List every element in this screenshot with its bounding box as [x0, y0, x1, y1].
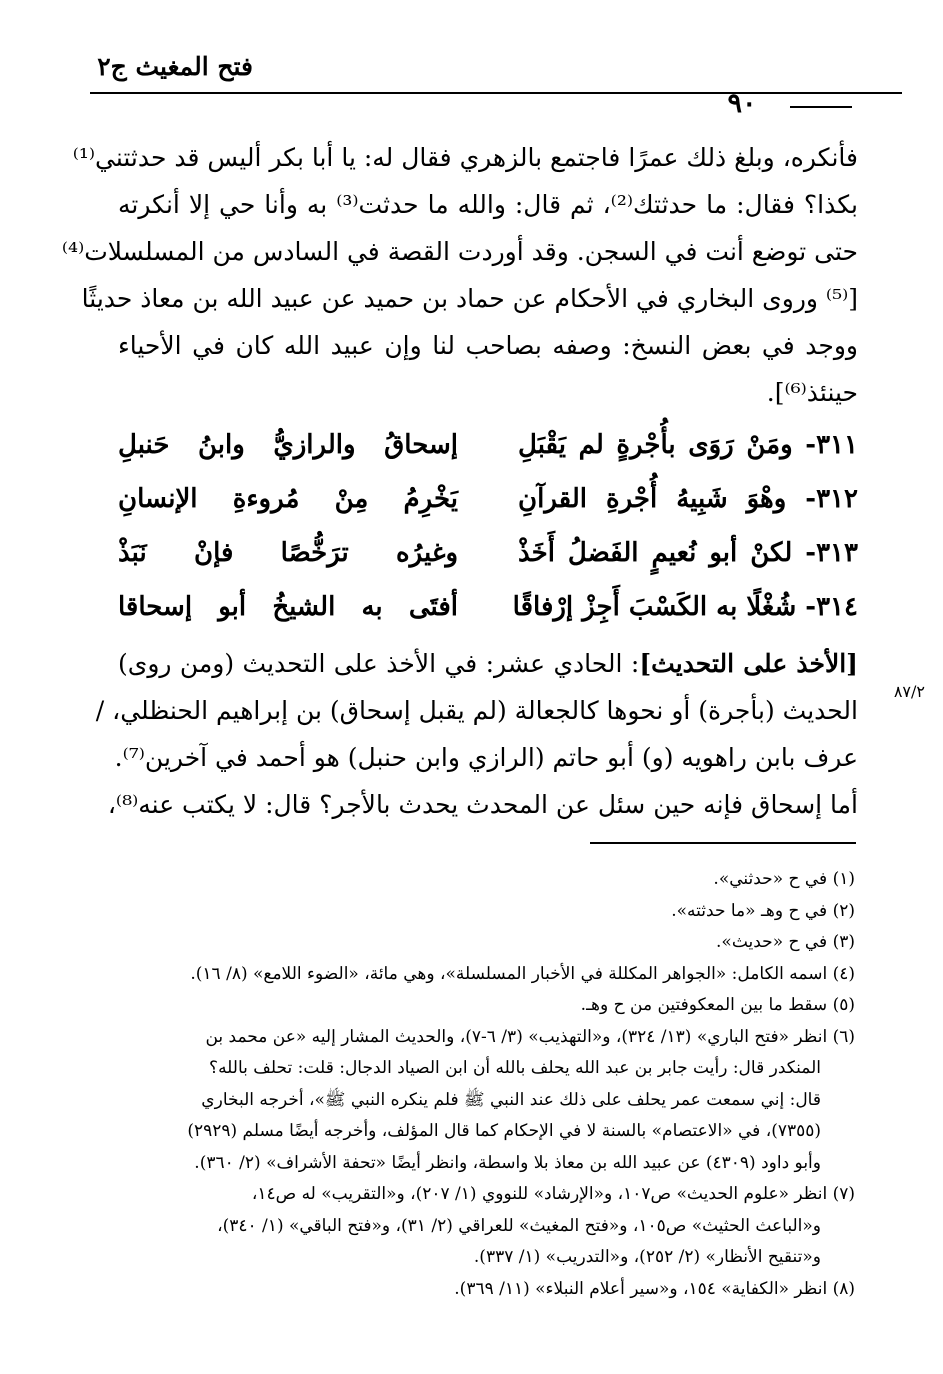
verse-first-hemistich: ٣١٢- وهْوَ شَبِيهُ أُجْرةِ القرآنِ — [518, 484, 858, 514]
footnote: (٣) في ح «حديث». — [716, 932, 855, 952]
footnote: (٧) انظر «علوم الحديث» ص١٠٧، و«الإرشاد» للنووي (١/ ٢٠٧)، و«التقريب» له ص١٤، — [251, 1184, 855, 1204]
footnote-continuation: و«تنقيح الأنظار» (٢/ ٢٥٢)، و«التدريب» (١/ ٣٣٧). — [473, 1247, 821, 1267]
footnote-continuation: المنكدر قال: رأيت جابر بن عبد الله يحلف بالله أن ابن الصياد الدجال: قلت: تحلف بالله؟ — [209, 1058, 821, 1078]
manuscript-margin-mark: ٨٧/٢ — [893, 682, 925, 701]
footnote-continuation: (٧٣٥٥)، في «الاعتصام» بالسنة لا في الإحكام كما قال المؤلف، وأخرجه أيضًا مسلم (٢٩٢٩) — [187, 1121, 821, 1141]
footnote-rule — [590, 842, 856, 844]
footnote: (١) في ح «حدثني». — [713, 869, 855, 889]
text-line: [⁽⁵⁾ وروى البخاري في الأحكام عن حماد بن حميد عن عبيد الله بن معاذ حديثًا — [81, 284, 858, 313]
verse-line — [118, 580, 858, 634]
footnote: (٥) سقط ما بين المعكوفتين من ح وهـ. — [580, 995, 855, 1015]
main-text — [61, 134, 859, 828]
verse-second-hemistich: أفتَى به الشيخُ أبو إسحاقا — [118, 592, 458, 622]
footnote: (٨) انظر «الكفاية» ١٥٤، و«سير أعلام النبلاء» (١١/ ٣٦٩). — [454, 1278, 855, 1299]
text-line: فأنكره، وبلغ ذلك عمرًا فاجتمع بالزهري فقال له: يا أبا بكر أليس قد حدثتني⁽¹⁾ — [72, 143, 858, 172]
text-line: عرف بابن راهويه (و) أبو حاتم (الرازي وابن حنبل) هو أحمد في آخرين⁽⁷⁾. — [114, 743, 858, 772]
header-rule — [90, 92, 902, 94]
footnote: (٤) اسمه الكامل: «الجواهر المكللة في الأخبار المسلسلة»، وهي مائة، «الضوء اللامع» (٨/ ١٦). — [190, 963, 855, 984]
poem-verses — [118, 418, 858, 634]
page-number: ٩٠ — [727, 88, 757, 119]
footnote-continuation: و«الباعث الحثيث» ص١٠٥، و«فتح المغيث» للعراقي (٢/ ٣١)، و«فتح الباقي» (١/ ٣٤٠)، — [217, 1215, 821, 1236]
verse-line — [118, 526, 858, 580]
verse-first-hemistich: ٣١١- ومَنْ رَوَى بأُجْرةٍ لم يَقْبَلِ — [518, 430, 858, 460]
footnote: (٢) في ح وهـ «ما حدثته». — [671, 900, 855, 921]
verse-line — [118, 418, 858, 472]
verse-line — [118, 472, 858, 526]
text-line: الحديث (بأجرة) أو نحوها كالجعالة (لم يقبل إسحاق) بن إبراهيم الحنظلي، / — [95, 696, 858, 725]
text-line: بكذا؟ فقال: ما حدثتك⁽²⁾، ثم قال: والله ما حدثت⁽³⁾ به وأنا حي إلا أنكرته — [118, 190, 858, 219]
verse-first-hemistich: ٣١٤- شُغْلًا به الكَسْبَ أَجِزْ إرْفاقًا — [512, 592, 858, 622]
footnote-continuation: وأبو داود (٤٣٠٩) عن عبيد الله بن معاذ بلا واسطة، وانظر أيضًا «تحفة الأشراف» (٢/ ٣٦٠). — [194, 1152, 821, 1173]
verse-first-hemistich: ٣١٣- لكنْ أبو نُعيمٍ الفَضلُ أَخَذْ — [518, 538, 858, 568]
verse-second-hemistich: إسحاقُ والرازيُّ وابنُ حَنبلِ — [118, 430, 458, 460]
text-segment: الحادي عشر: في الأخذ على التحديث (ومن روى) — [118, 649, 623, 678]
section-heading: [الأخذ على التحديث] — [639, 649, 859, 678]
footnotes — [90, 864, 855, 1305]
text-line: ووجد في بعض النسخ: وصفه بصاحب لنا وإن عبيد الله كان في الأحياء — [118, 331, 858, 360]
text-line: أما إسحاق فإنه حين سئل عن المحدث يحدث بالأجر؟ قال: لا يكتب عنه⁽⁸⁾، — [107, 790, 858, 819]
page-number-rule — [790, 106, 852, 108]
footnote-continuation: قال: إني سمعت عمر يحلف على ذلك عند النبي ﷺ فلم ينكره النبي ﷺ»، أخرجه البخاري — [201, 1089, 821, 1110]
running-title: فتح المغيث ج٢ — [97, 52, 253, 81]
commentary-section — [95, 640, 859, 828]
text-line: حينئذ⁽⁶⁾]. — [766, 378, 858, 407]
verse-second-hemistich: وغيرُه ترَخُّصًا فإنْ نَبَذْ — [118, 538, 458, 568]
paragraph — [61, 134, 858, 416]
text-segment: : — [622, 649, 640, 678]
verse-second-hemistich: يَخْرِمُ مِنْ مُروءةِ الإنسانِ — [118, 484, 458, 514]
text-line: حتى توضع أنت في السجن. وقد أوردت القصة في السادس من المسلسلات⁽⁴⁾ — [61, 237, 858, 266]
text-line — [118, 640, 858, 687]
footnote: (٦) انظر «فتح الباري» (١٣/ ٣٢٤)، و«التهذيب» (٣/ ٦-٧)، والحديث المشار إليه «عن محمد بن — [205, 1026, 855, 1047]
